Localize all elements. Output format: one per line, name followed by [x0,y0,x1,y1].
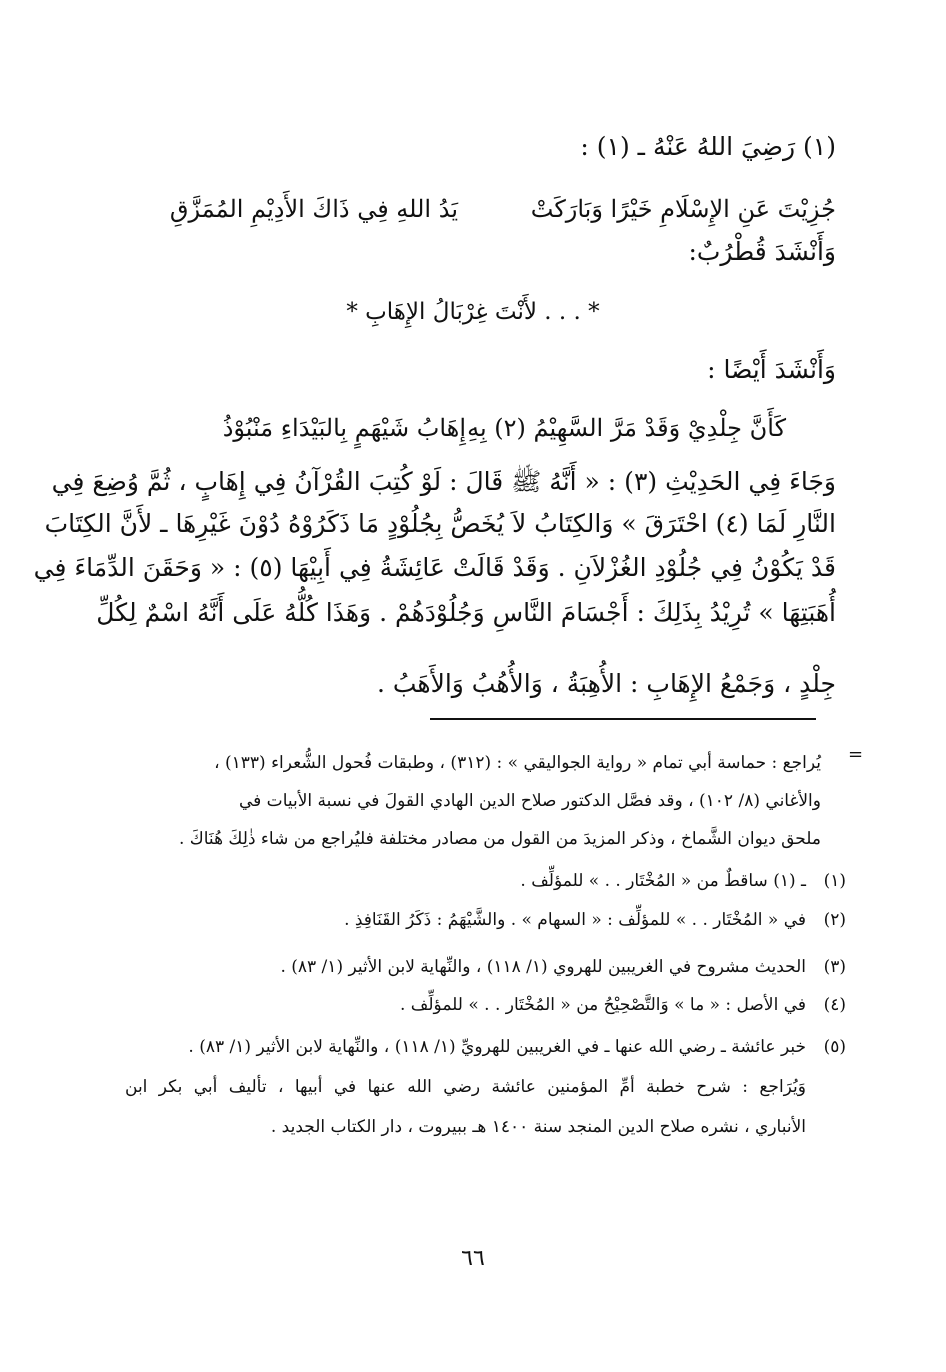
verse-2-second-hemistich: إِهَابُ شَيْهَمٍ بِالبَيْدَاءِ مَنْبُوْذُ [222,414,466,442]
paragraph-line-2: النَّارِ لَمَا (٤) احْتَرَقَ » وَالكِتَابُ لاَ يُخَصُّ بِجُلُوْدٍ مَا ذَكَرُوْهُ دُوْنَ غَيْرِهَا ـ لأَنَّ الكِتَابَ [44,509,836,538]
paragraph-line-1: وَجَاءَ فِي الحَدِيْثِ (٣) : « أَنَّهُ ﷺ قَالَ : لَوْ كُتِبَ القُرْآنُ فِي إِهَابٍ ، ثُمَّ وُضِعَ فِي [51,467,836,496]
footnote-text-2: في « المُخْتَار . . » للمؤلِّف : « السهام » . والشَّيْهَمُ : ذَكَرُ القَنَافِذِ . [344,910,806,930]
footnote-continued-line-2: والأغاني (٨/ ١٠٢) ، وقد فصَّل الدكتور صلاح الدين الهادي القولَ في نسبة الأبيات في [238,791,821,811]
hemistich-line: * . . . لأَنْتَ غِرْبَالُ الإِهَابِ * [346,299,600,325]
footnote-number-3: (٣) [823,957,846,977]
page-number: ٦٦ [461,1246,485,1271]
footnote-continued-line-3: ملحق ديوان الشَّماخ ، وذكر المزيدَ من القول من مصادر مختلفة فليُراجع من شاء ذٰلِكَ هُنَاكَ . [178,829,821,849]
footnote-text-4: في الأصل : « ما » وَالتَّصْحِيْحُ من « المُخْتَار . . » للمؤلِّف . [399,995,806,1015]
paragraph-line-3: قَدْ يَكُوْنُ فِي جُلُوْدِ الغُزْلاَنِ . وَقَدْ قَالَتْ عَائِشَةُ فِي أَبِيْهَا (٥) : « وَحَقَنَ الدِّمَاءَ فِي [33,553,836,582]
paragraph-line-5: جِلْدٍ ، وَجَمْعُ الإِهَابِ : الأُهِبَةُ ، وَالأُهُبُ وَالأَهَبُ . [376,669,836,698]
anshad-qutrub-line: وَأَنْشَدَ قُطْرُبٌ: [688,237,836,266]
footnote-text-5: خبر عائشة ـ رضي الله عنها ـ في الغريبين للهرويِّ (١/ ١١٨) ، والنِّهاية لابن الأثير (١/ ٨٣) . [188,1037,806,1057]
verse-1-first-hemistich: جُزِيْتَ عَنِ الإِسْلَامِ خَيْرًا وَبَارَكَتْ [530,195,836,223]
footnote-separator [430,718,816,720]
continuation-mark: = [848,744,864,765]
footnote-number-2: (٢) [823,910,846,930]
footnote-number-4: (٤) [823,995,846,1015]
footnote-text-5-line-3: الأنباري ، نشره صلاح الدين المنجد سنة ١٤٠٠ هـ ببيروت ، دار الكتاب الجديد . [270,1117,806,1137]
footnote-text-1: ـ (١) ساقطٌ من « المُخْتَار . . » للمؤلِّف . [520,871,806,891]
footnote-continued-line-1: يُراجع : حماسة أبي تمام « رواية الجواليقي » : (٣١٢) ، وطبقات فُحول الشُّعراء (١٣٣) ، [214,753,821,773]
footnote-text-5-line-2: وَيُرَاجع : شرح خطبة أمِّ المؤمنين عائشة رضي الله عنها في أبيها ، تأليف أبي بكر ابن [125,1077,806,1097]
footnote-text-3: الحديث مشروح في الغريبين للهروي (١/ ١١٨) ، والنِّهاية لابن الأثير (١/ ٨٣) . [280,957,806,977]
footnote-number-5: (٥) [823,1037,846,1057]
anshad-aydan-line: وَأَنْشَدَ أَيْضًا : [707,355,836,384]
footnote-number-1: (١) [823,871,846,891]
opening-line: (١) رَضِيَ اللهُ عَنْهُ ـ (١) : [580,132,836,161]
verse-1-second-hemistich: يَدُ اللهِ فِي ذَاكَ الأَدِيْمِ المُمَزَّقِ [169,195,458,223]
verse-2-first-hemistich: كَأَنَّ جِلْدِيْ وَقَدْ مَرَّ السَّهِيْمُ (٢) بِهِ [467,414,786,442]
paragraph-line-4: أُهَبَتِهَا » تُرِيْدُ بِذَلِكَ : أَجْسَامَ النَّاسِ وَجُلُوْدَهُمْ . وَهَذَا كُلُّهُ عَلَى أَنَّهُ اسْمٌ لِكُلِّ [96,598,836,627]
